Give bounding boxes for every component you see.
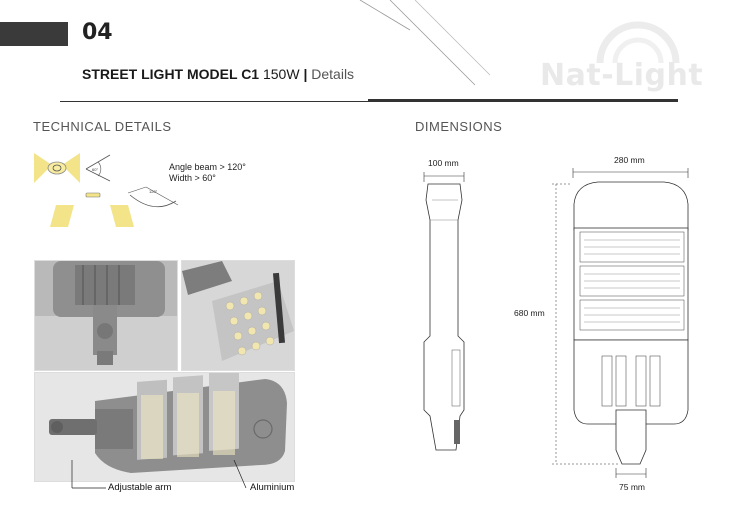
title-model: STREET LIGHT MODEL C1 xyxy=(82,66,260,82)
arm-photo xyxy=(34,260,178,371)
large-angle-label: 120° xyxy=(149,189,158,194)
led-closeup-image xyxy=(182,261,294,370)
header-rule-thin xyxy=(60,101,380,102)
title-power: 150W xyxy=(259,66,300,82)
callout-aluminium: Aluminium xyxy=(250,482,295,493)
dim-side-width: 100 mm xyxy=(428,158,459,168)
beam-angle-diagram xyxy=(28,143,228,238)
side-view-drawing xyxy=(410,160,490,480)
decorative-lines xyxy=(350,0,520,100)
brand-logo: Nat-Light xyxy=(540,58,704,93)
angle-beam-text: Angle beam > 120° xyxy=(169,162,246,172)
page-tab-bar xyxy=(0,22,68,46)
small-angle-label: 60° xyxy=(92,167,99,172)
dimensions-heading: DIMENSIONS xyxy=(415,119,503,134)
dim-length: 680 mm xyxy=(514,308,545,318)
header-rule-thick xyxy=(368,99,678,102)
callout-leaders xyxy=(34,460,293,500)
technical-heading: TECHNICAL DETAILS xyxy=(33,119,172,134)
dim-front-width: 280 mm xyxy=(614,155,645,165)
page-number: 04 xyxy=(82,20,113,45)
arm-closeup-image xyxy=(35,261,177,370)
front-view-drawing xyxy=(550,160,700,485)
callout-adjustable-arm: Adjustable arm xyxy=(108,482,172,493)
dim-arm-width: 75 mm xyxy=(619,482,645,492)
title-details: Details xyxy=(311,66,355,82)
title-separator: | xyxy=(299,66,312,82)
page-title xyxy=(82,66,354,82)
led-module-photo xyxy=(181,260,295,371)
width-text: Width > 60° xyxy=(169,173,216,183)
